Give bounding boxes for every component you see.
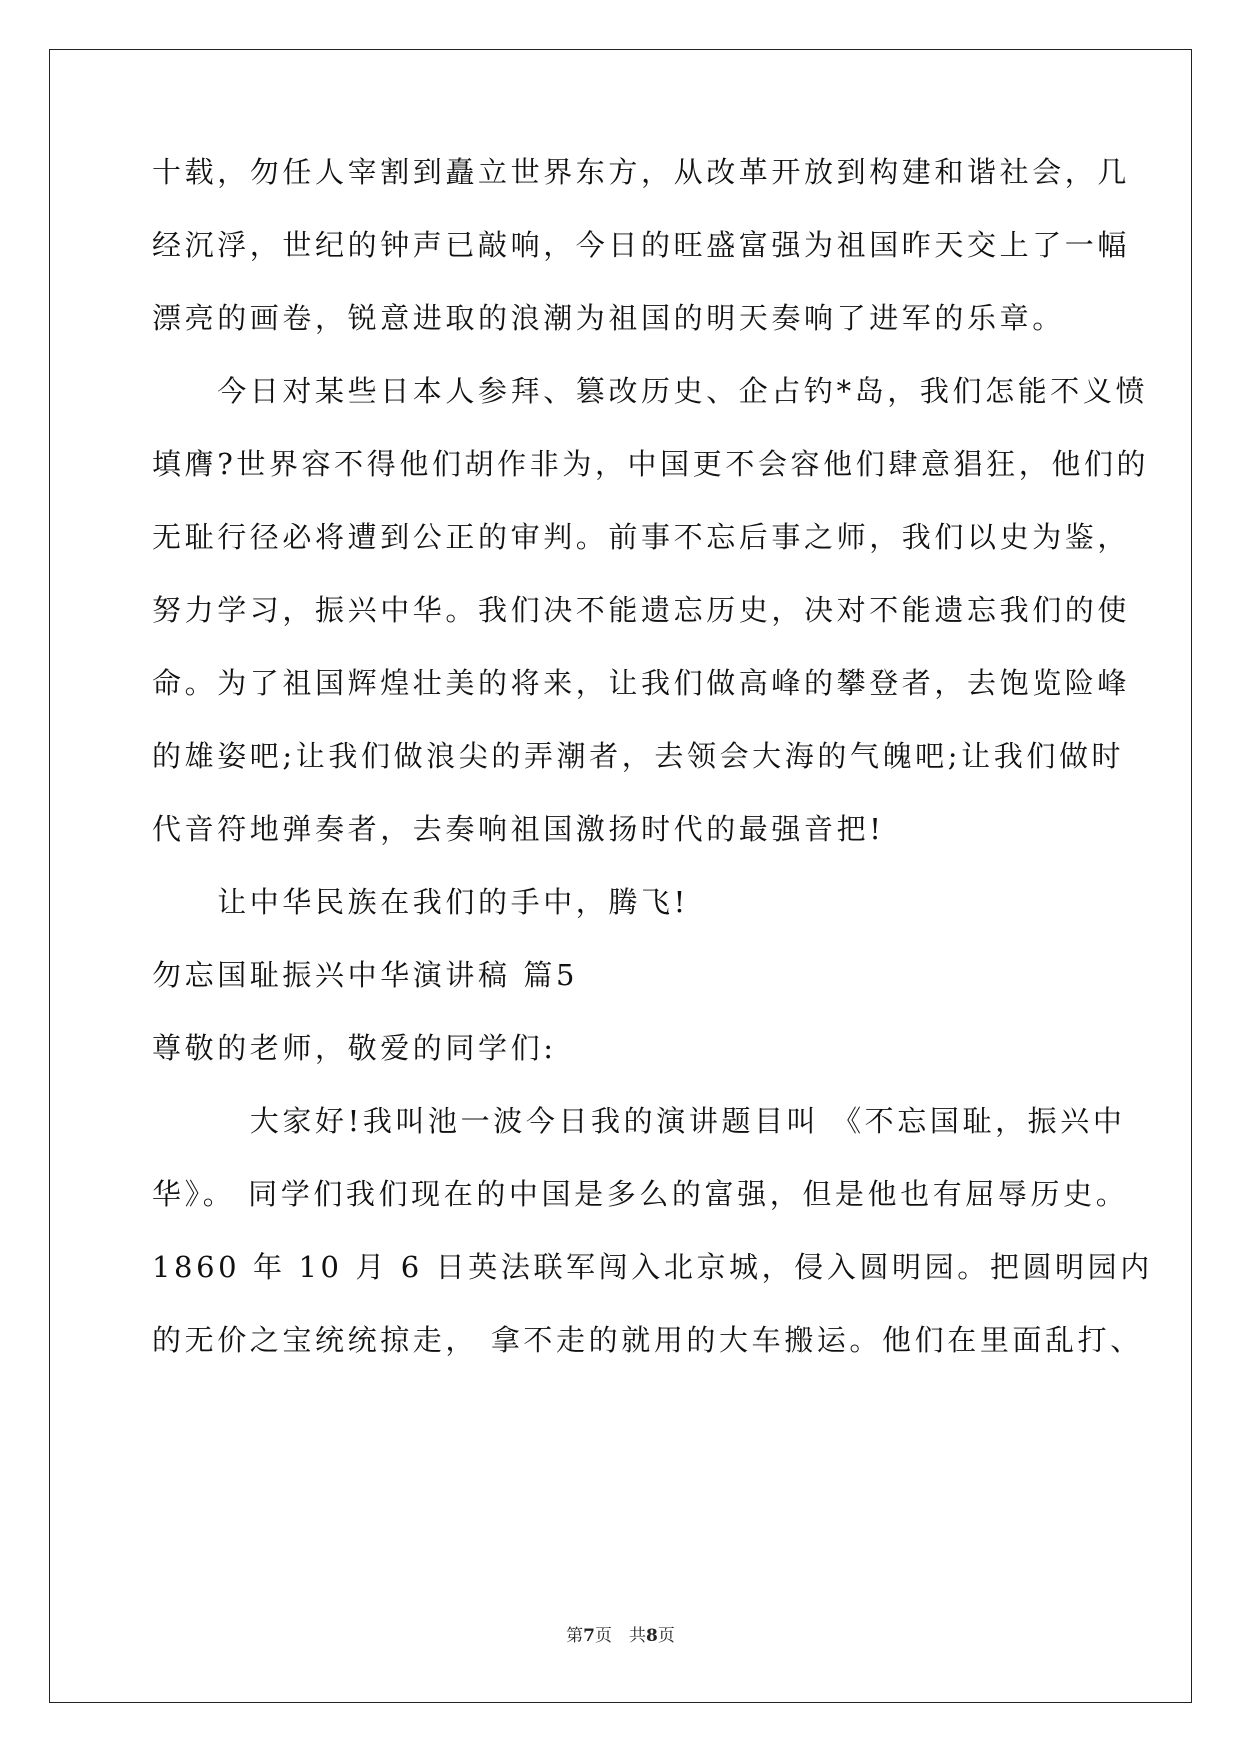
salutation: 尊敬的老师，敬爱的同学们: <box>152 1031 557 1065</box>
text-line: 1860 年 10 月 6 日英法联军闯入北京城，侵入圆明园。把圆明园内 <box>152 1250 1153 1284</box>
text-line: 代音符地弹奏者，去奏响祖国激扬时代的最强音把! <box>152 812 885 846</box>
current-page-number: 7 <box>583 1626 595 1646</box>
text-line: 华》。 同学们我们现在的中国是多么的富强，但是他也有屈辱历史。 <box>152 1177 1129 1211</box>
text-line: 无耻行径必将遭到公正的审判。前事不忘后事之师，我们以史为鉴， <box>152 520 1131 554</box>
footer-prefix: 第 <box>566 1626 584 1646</box>
paragraph-start-line: 大家好!我叫池一波今日我的演讲题目叫 《不忘国耻，振兴中 <box>152 1104 1126 1138</box>
text-line: 的无价之宝统统掠走， 拿不走的就用的大车搬运。他们在里面乱打、 <box>152 1323 1143 1357</box>
text-line: 经沉浮，世纪的钟声已敲响，今日的旺盛富强为祖国昨天交上了一幅 <box>152 228 1131 262</box>
footer-suffix: 页 <box>657 1626 675 1646</box>
text-line: 十载，勿任人宰割到矗立世界东方，从改革开放到构建和谐社会，几 <box>152 155 1131 189</box>
paragraph-start-line: 今日对某些日本人参拜、篡改历史、企占钓*岛，我们怎能不义愤 <box>152 374 1149 408</box>
text-line: 的雄姿吧;让我们做浪尖的弄潮者，去领会大海的气魄吧;让我们做时 <box>152 739 1125 773</box>
page-footer <box>0 1625 1241 1647</box>
text-line: 漂亮的画卷，锐意进取的浪潮为祖国的明天奏响了进军的乐章。 <box>152 301 1065 335</box>
paragraph-start-line: 让中华民族在我们的手中，腾飞! <box>152 885 689 919</box>
text-line: 努力学习，振兴中华。我们决不能遗忘历史，决对不能遗忘我们的使 <box>152 593 1131 627</box>
total-page-number: 8 <box>646 1626 658 1646</box>
text-line: 命。为了祖国辉煌壮美的将来，让我们做高峰的攀登者，去饱览险峰 <box>152 666 1131 700</box>
footer-middle: 页 共 <box>595 1626 646 1646</box>
section-heading: 勿忘国耻振兴中华演讲稿 篇5 <box>152 958 579 992</box>
text-line: 填膺?世界容不得他们胡作非为，中国更不会容他们肆意猖狂，他们的 <box>152 447 1150 481</box>
